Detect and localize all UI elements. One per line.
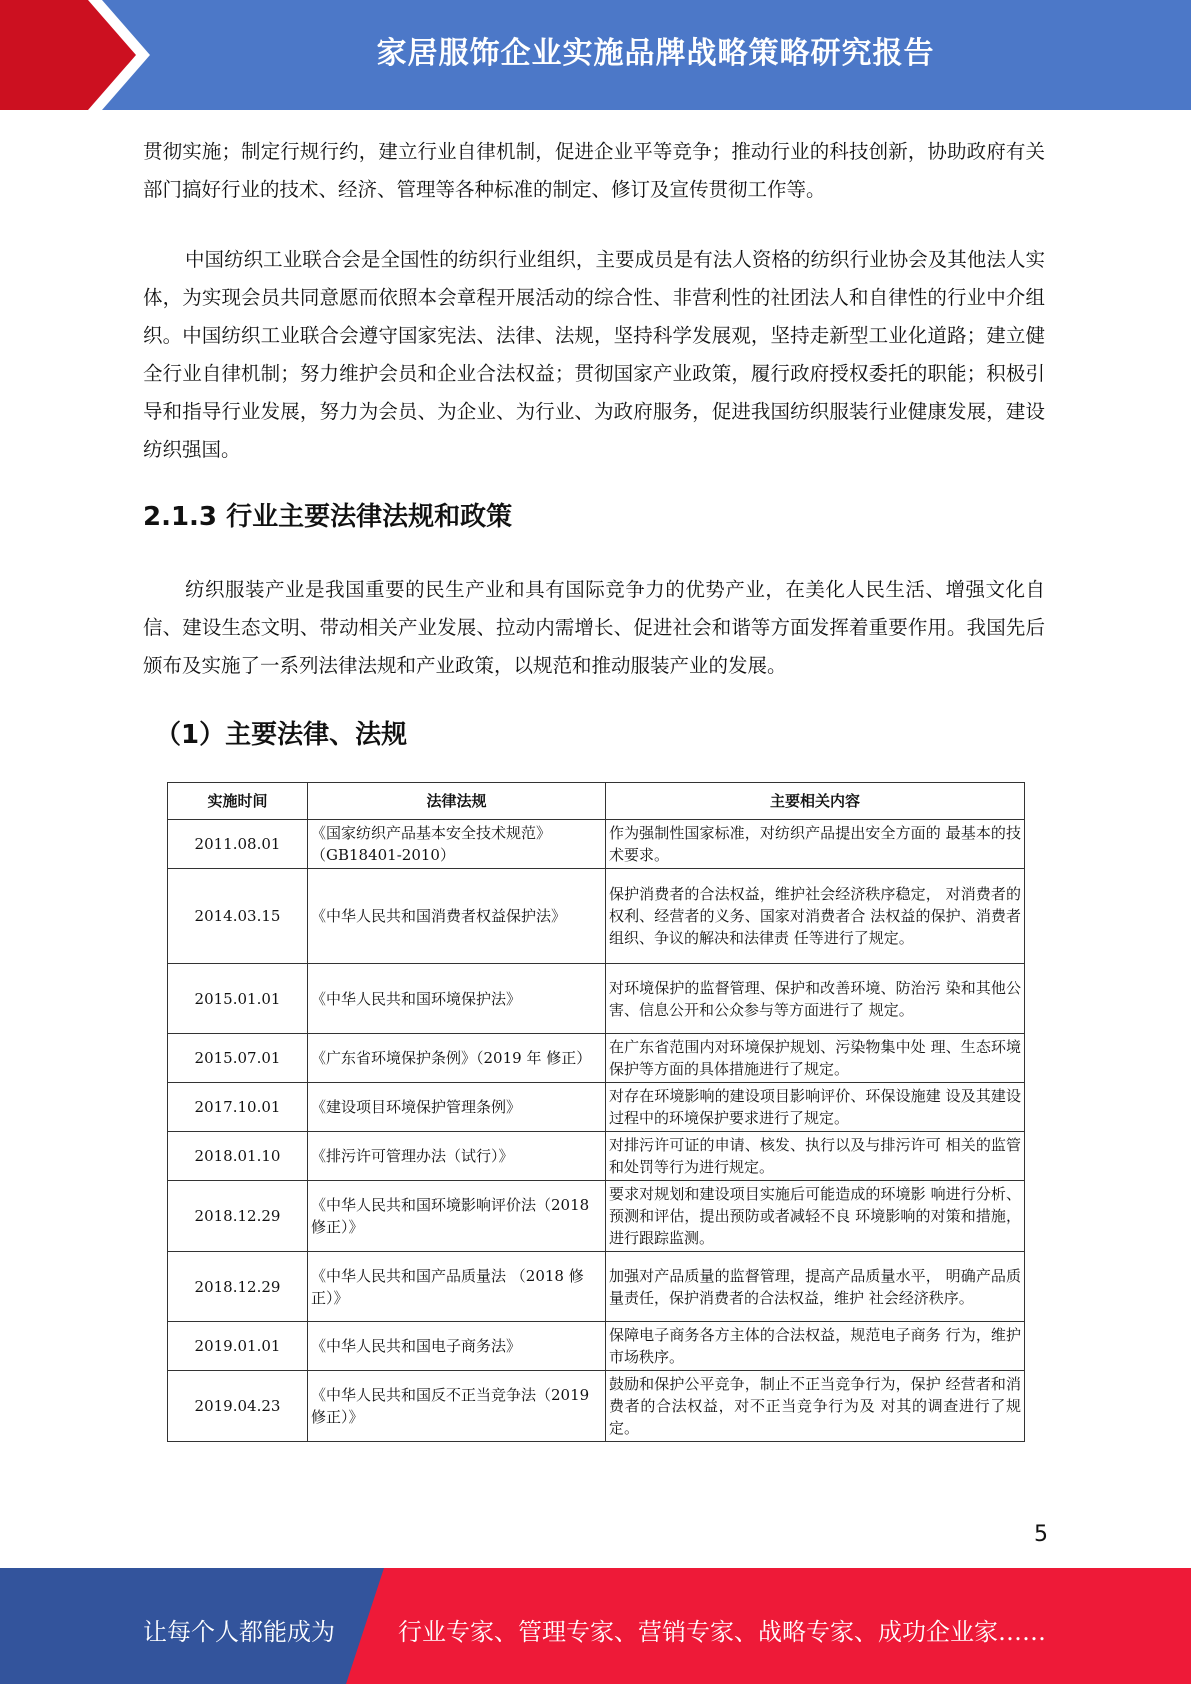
cell-law: 《国家纺织产品基本安全技术规范》（GB18401-2010） [308, 820, 606, 869]
cell-date: 2018.01.10 [168, 1132, 308, 1181]
cell-law: 《中华人民共和国环境保护法》 [308, 964, 606, 1034]
table-row [168, 820, 1025, 869]
cell-content: 要求对规划和建设项目实施后可能造成的环境影 响进行分析、预测和评估，提出预防或者减轻不良 环境影响的对策和措施，进行跟踪监测。 [606, 1181, 1025, 1252]
subsection-heading: （1）主要法律、法规 [155, 720, 408, 750]
cell-content: 鼓励和保护公平竞争，制止不正当竞争行为，保护 经营者和消费者的合法权益，对不正当竞争行为及 对其的调查进行了规定。 [606, 1371, 1025, 1442]
header-banner [0, 0, 1191, 110]
paragraph-industry: 纺织服装产业是我国重要的民生产业和具有国际竞争力的优势产业，在美化人民生活、增强文化自信、建设生态文明、带动相关产业发展、拉动内需增长、促进社会和谐等方面发挥着重要作用。我国先后颁布及实施了一系列法律法规和产业政策，以规范和推动服装产业的发展。 [143, 578, 1045, 677]
cell-date: 2018.12.29 [168, 1181, 308, 1252]
table-row [168, 964, 1025, 1034]
cell-content: 对排污许可证的申请、核发、执行以及与排污许可 相关的监管和处罚等行为进行规定。 [606, 1132, 1025, 1181]
cell-date: 2015.07.01 [168, 1034, 308, 1083]
cell-date: 2015.01.01 [168, 964, 308, 1034]
cell-law: 《中华人民共和国产品质量法 （2018 修正）》 [308, 1252, 606, 1322]
footer-slogan-right: 行业专家、管理专家、营销专家、战略专家、成功企业家…… [398, 1618, 1046, 1646]
column-header-content: 主要相关内容 [606, 783, 1025, 820]
cell-content: 保护消费者的合法权益，维护社会经济秩序稳定， 对消费者的权利、经营者的义务、国家对消费者合 法权益的保护、消费者组织、争议的解决和法律责 任等进行了规定。 [606, 869, 1025, 964]
table-row [168, 1181, 1025, 1252]
cell-date: 2017.10.01 [168, 1083, 308, 1132]
cell-date: 2011.08.01 [168, 820, 308, 869]
table-header-row [168, 783, 1025, 820]
table-row [168, 1083, 1025, 1132]
cell-law: 《中华人民共和国反不正当竞争法（2019 修正）》 [308, 1371, 606, 1442]
table-row [168, 1371, 1025, 1442]
footer-banner [0, 1568, 1191, 1684]
cell-law: 《排污许可管理办法（试行）》 [308, 1132, 606, 1181]
cell-law: 《中华人民共和国环境影响评价法（2018 修正）》 [308, 1181, 606, 1252]
table-row [168, 1034, 1025, 1083]
section-heading: 2.1.3 行业主要法律法规和政策 [143, 502, 513, 532]
page-number: 5 [1034, 1522, 1048, 1547]
footer-slogan-left: 让每个人都能成为 [143, 1618, 335, 1646]
table-row [168, 1132, 1025, 1181]
cell-content: 加强对产品质量的监督管理，提高产品质量水平， 明确产品质量责任，保护消费者的合法权益，维护 社会经济秩序。 [606, 1252, 1025, 1322]
column-header-date: 实施时间 [168, 783, 308, 820]
paragraph-federation: 中国纺织工业联合会是全国性的纺织行业组织，主要成员是有法人资格的纺织行业协会及其他法人实体，为实现会员共同意愿而依照本会章程开展活动的综合性、非营利性的社团法人和自律性的行业中介组织。中国纺织工业联合会遵守国家宪法、法律、法规，坚持科学发展观，坚持走新型工业化道路；建立健全行业自律机制；努力维护会员和企业合法权益；贯彻国家产业政策，履行政府授权委托的职能；积极引导和指导行业发展，努力为会员、为企业、为行业、为政府服务，促进我国纺织服装行业健康发展，建设纺织强国。 [143, 248, 1045, 461]
laws-table [167, 782, 1025, 1442]
cell-law: 《中华人民共和国消费者权益保护法》 [308, 869, 606, 964]
cell-content: 作为强制性国家标准，对纺织产品提出安全方面的 最基本的技术要求。 [606, 820, 1025, 869]
report-title: 家居服饰企业实施品牌战略策略研究报告 [376, 36, 935, 71]
paragraph-continuation: 贯彻实施；制定行规行约，建立行业自律机制，促进企业平等竞争；推动行业的科技创新，协助政府有关部门搞好行业的技术、经济、管理等各种标准的制定、修订及宣传贯彻工作等。 [143, 140, 1045, 201]
table-row [168, 1252, 1025, 1322]
cell-law: 《建设项目环境保护管理条例》 [308, 1083, 606, 1132]
column-header-law: 法律法规 [308, 783, 606, 820]
cell-content: 在广东省范围内对环境保护规划、污染物集中处 理、生态环境保护等方面的具体措施进行了规定。 [606, 1034, 1025, 1083]
cell-content: 对环境保护的监督管理、保护和改善环境、防治污 染和其他公害、信息公开和公众参与等方面进行了 规定。 [606, 964, 1025, 1034]
table-row [168, 869, 1025, 964]
cell-law: 《中华人民共和国电子商务法》 [308, 1322, 606, 1371]
cell-date: 2019.04.23 [168, 1371, 308, 1442]
cell-content: 保障电子商务各方主体的合法权益，规范电子商务 行为，维护市场秩序。 [606, 1322, 1025, 1371]
cell-content: 对存在环境影响的建设项目影响评价、环保设施建 设及其建设过程中的环境保护要求进行了规定。 [606, 1083, 1025, 1132]
cell-law: 《广东省环境保护条例》（2019 年 修正） [308, 1034, 606, 1083]
cell-date: 2018.12.29 [168, 1252, 308, 1322]
cell-date: 2014.03.15 [168, 869, 308, 964]
table-row [168, 1322, 1025, 1371]
cell-date: 2019.01.01 [168, 1322, 308, 1371]
